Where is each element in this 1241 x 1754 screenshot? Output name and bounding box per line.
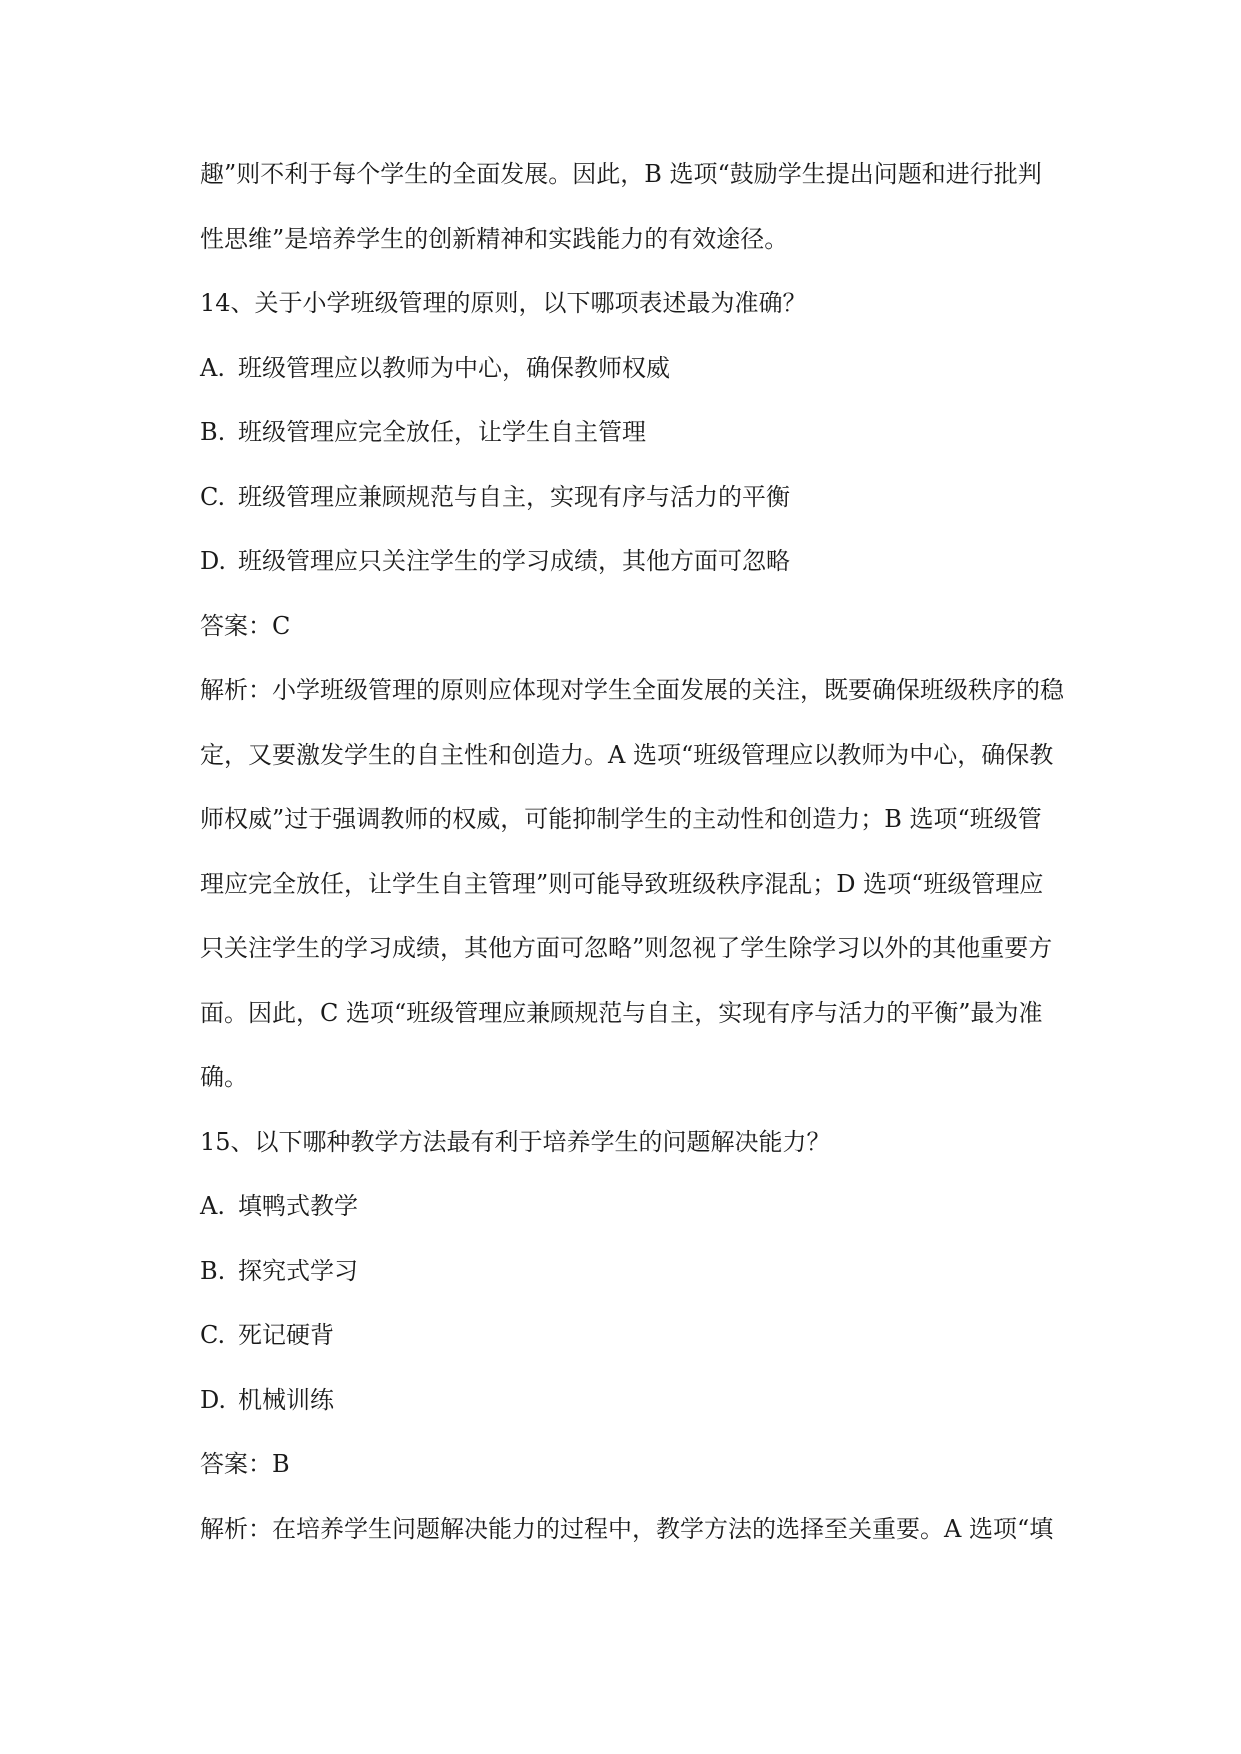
option-line bbox=[200, 1368, 1086, 1433]
question-14: 14、关于小学班级管理的原则，以下哪项表述最为准确？ bbox=[200, 289, 807, 317]
option-letter: C. bbox=[200, 482, 226, 511]
answer-14: 答案：C bbox=[200, 611, 291, 640]
option-text: 班级管理应完全放任，让学生自主管理 bbox=[238, 418, 646, 446]
answer-15: 答案：B bbox=[200, 1450, 290, 1478]
analysis-line: 定，又要激发学生的自主性和创造力。A 选项“班级管理应以教师为中心，确保教 bbox=[200, 740, 1054, 769]
option-text: 班级管理应以教师为中心，确保教师权威 bbox=[238, 353, 670, 382]
option-letter: B. bbox=[200, 418, 226, 446]
option-text: 填鸭式教学 bbox=[238, 1192, 358, 1220]
analysis-line: 理应完全放任，让学生自主管理”则可能导致班级秩序混乱；D 选项“班级管理应 bbox=[200, 869, 1044, 898]
option-letter: C. bbox=[200, 1321, 226, 1349]
option-text: 机械训练 bbox=[238, 1385, 334, 1414]
option-line bbox=[200, 465, 1086, 530]
paragraph-line: 趣”则不利于每个学生的全面发展。因此，B 选项“鼓励学生提出问题和进行批判 bbox=[200, 160, 1042, 188]
option-line bbox=[200, 336, 1086, 401]
analysis-line: 师权威”过于强调教师的权威，可能抑制学生的主动性和创造力；B 选项“班级管 bbox=[200, 805, 1042, 833]
analysis-line: 只关注学生的学习成绩，其他方面可忽略”则忽视了学生除学习以外的其他重要方 bbox=[200, 934, 1053, 962]
option-text: 班级管理应只关注学生的学习成绩，其他方面可忽略 bbox=[238, 547, 790, 575]
option-letter: D. bbox=[200, 547, 227, 575]
analysis-line: 解析：小学班级管理的原则应体现对学生全面发展的关注，既要确保班级秩序的稳 bbox=[200, 676, 1064, 704]
option-line bbox=[200, 1174, 1086, 1239]
analysis-line: 确。 bbox=[200, 1063, 248, 1091]
option-text: 死记硬背 bbox=[238, 1321, 334, 1349]
option-line bbox=[200, 400, 1086, 465]
paragraph-line: 性思维”是培养学生的创新精神和实践能力的有效途径。 bbox=[200, 224, 789, 253]
page-content bbox=[200, 142, 1086, 1561]
option-text: 探究式学习 bbox=[238, 1256, 358, 1285]
analysis-line: 面。因此，C 选项“班级管理应兼顾规范与自主，实现有序与活力的平衡”最为准 bbox=[200, 998, 1043, 1027]
question-15: 15、以下哪种教学方法最有利于培养学生的问题解决能力？ bbox=[200, 1127, 831, 1156]
option-text: 班级管理应兼顾规范与自主，实现有序与活力的平衡 bbox=[238, 482, 790, 511]
option-letter: B. bbox=[200, 1256, 226, 1285]
option-letter: A. bbox=[200, 1192, 225, 1220]
option-line bbox=[200, 529, 1086, 594]
option-line bbox=[200, 1239, 1086, 1304]
option-line bbox=[200, 1303, 1086, 1368]
option-letter: D. bbox=[200, 1385, 227, 1414]
option-letter: A. bbox=[200, 353, 225, 382]
analysis-line: 解析：在培养学生问题解决能力的过程中，教学方法的选择至关重要。A 选项“填 bbox=[200, 1514, 1054, 1543]
